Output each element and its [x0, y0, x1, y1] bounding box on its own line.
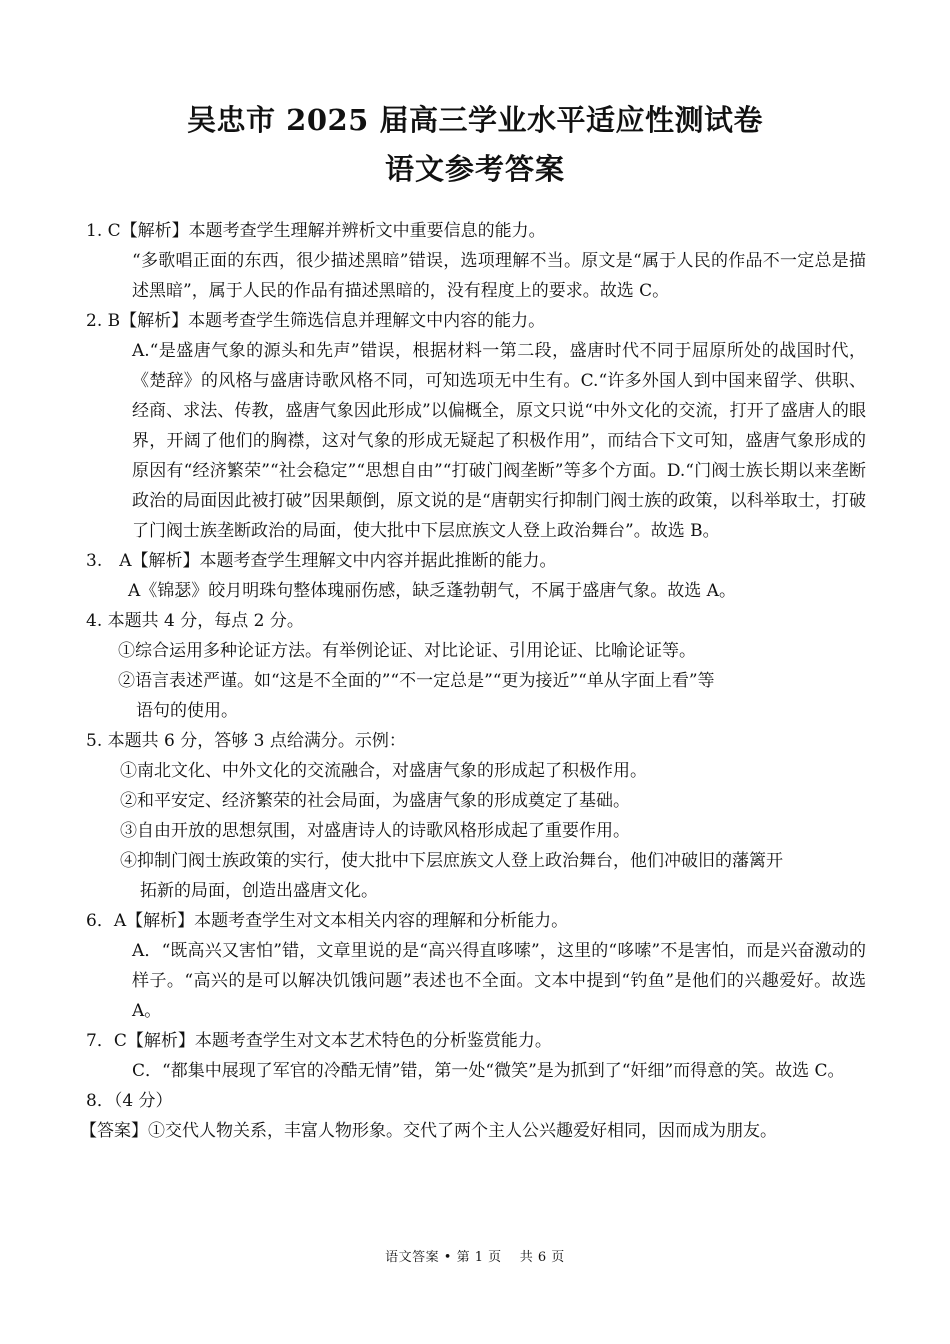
q6-body: A．“既高兴又害怕”错，文章里说的是“高兴得直哆嗦”，这里的“哆嗦”不是害怕，而是兴奋激动的样子。“高兴的是可以解决饥饿问题”表述也不全面。文本中提到“钓鱼”是他们的兴趣爱好。故选 A。: [132, 941, 866, 1021]
q1-head: 1. C【解析】本题考查学生理解并辨析文中重要信息的能力。: [86, 221, 546, 241]
q1-body: “多歌唱正面的东西，很少描述黑暗”错误，选项理解不当。原文是“属于人民的作品不一定总是描述黑暗”，属于人民的作品有描述黑暗的，没有程度上的要求。故选 C。: [132, 251, 866, 301]
q5-point-3: ③自由开放的思想氛围，对盛唐诗人的诗歌风格形成起了重要作用。: [120, 821, 630, 841]
q7-head: 7．C【解析】本题考查学生对文本艺术特色的分析鉴赏能力。: [86, 1031, 552, 1051]
q5-point-4-cont: 拓新的局面，创造出盛唐文化。: [140, 881, 378, 901]
q5-head: 5. 本题共 6 分，答够 3 点给满分。示例：: [86, 731, 406, 751]
q3-head: 3. A【解析】本题考查学生理解文中内容并据此推断的能力。: [86, 551, 557, 571]
q8-answer: 【答案】①交代人物关系，丰富人物形象。交代了两个主人公兴趣爱好相同，因而成为朋友。: [80, 1121, 777, 1141]
answer-content: [80, 216, 866, 1146]
q5-point-2: ②和平安定、经济繁荣的社会局面，为盛唐气象的形成奠定了基础。: [120, 791, 630, 811]
q4-point-2: ②语言表述严谨。如“这是不全面的”“不一定总是”“更为接近”“单从字面上看”等: [118, 671, 715, 691]
q7-body: C．“都集中展现了军官的冷酷无情”错，第一处“微笑”是为抓到了“奸细”而得意的笑。故选 C。: [132, 1061, 845, 1081]
page-footer: 语文答案 • 第 1 页 共 6 页: [385, 1250, 565, 1265]
q4-point-1: ①综合运用多种论证方法。有举例论证、对比论证、引用论证、比喻论证等。: [118, 641, 696, 661]
q2-body: A.“是盛唐气象的源头和先声”错误，根据材料一第二段，盛唐时代不同于屈原所处的战国时代，《楚辞》的风格与盛唐诗歌风格不同，可知选项无中生有。C.“许多外国人到中国来留学、供职、经商、求法、传教，盛唐气象因此形成”以偏概全，原文只说“中外文化的交流，打开了盛唐人的眼界，开阔了他们的胸襟，这对气象的形成无疑起了积极作用”，而结合下文可知，盛唐气象形成的原因有“经济繁荣”“社会稳定”“思想自由”“打破门阀垄断”等多个方面。D.“门阀士族长期以来垄断政治的局面因此被打破”因果颠倒，原文说的是“唐朝实行抑制门阀士族的政策，以科举取士，打破了门阀士族垄断政治的局面，使大批中下层庶族文人登上政治舞台”。故选 B。: [132, 341, 866, 541]
q5-point-4: ④抑制门阀士族政策的实行，使大批中下层庶族文人登上政治舞台，他们冲破旧的藩篱开: [120, 851, 783, 871]
q8-head: 8．（4 分）: [86, 1091, 173, 1111]
page-title: 吴忠市 2025 届高三学业水平适应性测试卷: [187, 103, 763, 137]
q5-point-1: ①南北文化、中外文化的交流融合，对盛唐气象的形成起了积极作用。: [120, 761, 647, 781]
q6-head: 6．A【解析】本题考查学生对文本相关内容的理解和分析能力。: [86, 911, 569, 931]
page-subtitle: 语文参考答案: [384, 152, 565, 186]
q2-head: 2. B【解析】本题考查学生筛选信息并理解文中内容的能力。: [86, 311, 546, 331]
q3-body: A《锦瑟》皎月明珠句整体瑰丽伤感，缺乏蓬勃朝气，不属于盛唐气象。故选 A。: [128, 581, 736, 601]
q4-point-2-cont: 语句的使用。: [136, 701, 238, 721]
q4-head: 4. 本题共 4 分，每点 2 分。: [86, 611, 304, 631]
